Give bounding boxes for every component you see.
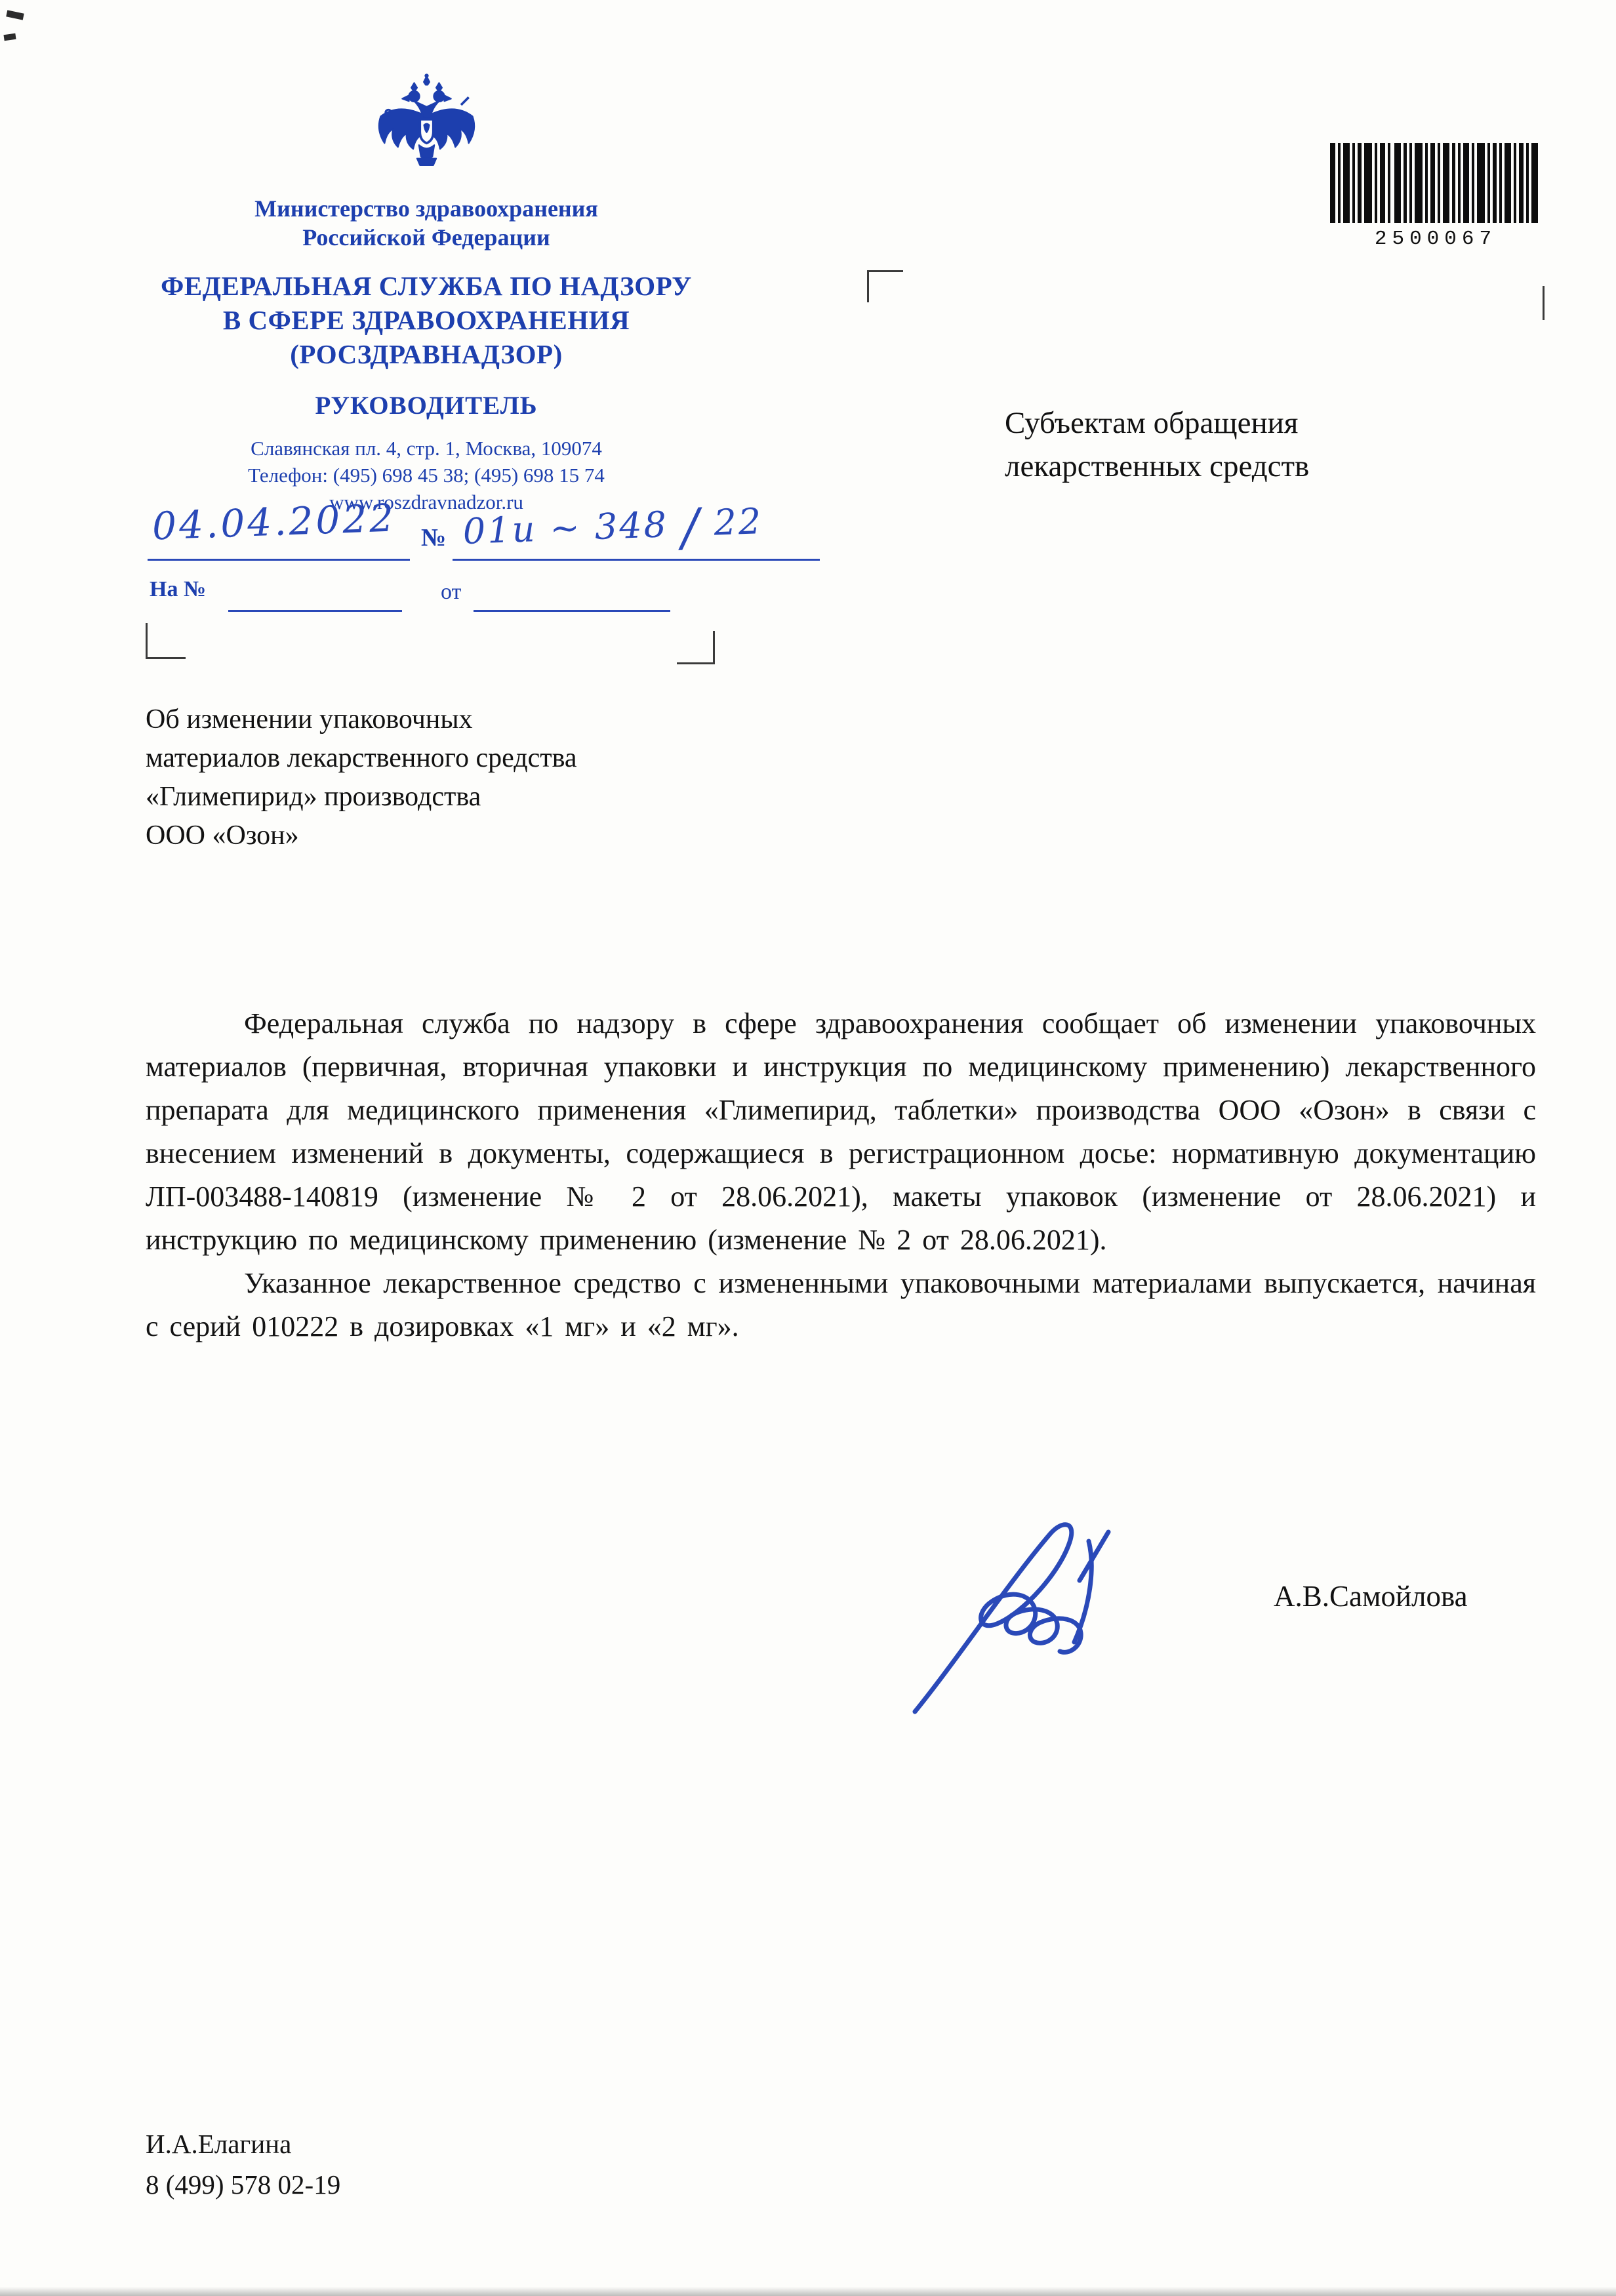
document-number-suffix: 22 [713,500,764,544]
corner-mark-recipient [867,270,903,302]
corner-mark-bottom-left [146,623,186,659]
document-number-main: 01и ~ 348 [462,504,669,552]
letterhead-phone: Телефон: (495) 698 45 38; (495) 698 15 74 [248,464,605,487]
executor-phone: 8 (499) 578 02-19 [146,2169,341,2200]
ref-label: На № [150,577,207,601]
subject-line: Об изменении упаковочных [146,704,473,735]
barcode-number: 2500067 [1374,228,1497,251]
scan-artifact [3,33,16,41]
signature-handwritten [879,1502,1194,1725]
service-name-line3: (РОСЗДРАВНАДЗОР) [290,339,563,369]
subject-line: материалов лекарственного средства [146,743,577,773]
ref-date-underline [474,610,670,612]
letterhead-address: Славянская пл. 4, стр. 1, Москва, 109074 [251,437,602,460]
number-sign: № [421,524,447,552]
executor-block [146,2124,340,2205]
number-underline [453,559,820,561]
ref-from-label: от [441,580,462,604]
ministry-name-line1: Министерство здравоохранения [254,195,598,222]
letter-body [146,1002,1536,1348]
subject-line: ООО «Озон» [146,820,299,851]
coat-of-arms-icon [369,66,484,190]
body-paragraph-2: Указанное лекарственное средство с измененными упаковочными материалами выпускается, начиная с серий 010222 в дозировках «1 мг» и «2 мг». [146,1267,1536,1342]
ref-number-underline [228,610,402,612]
service-name-line2: В СФЕРЕ ЗДРАВООХРАНЕНИЯ [222,305,630,335]
signer-name: А.В.Самойлова [1274,1580,1468,1613]
corner-mark-bottom-right [677,631,715,664]
letterhead [138,66,715,515]
right-edge-tick [1543,286,1545,320]
recipient-line1: Субъектам обращения [1005,406,1299,440]
subject-block [146,700,710,855]
signer-role: РУКОВОДИТЕЛЬ [315,392,538,420]
recipient-block [1005,401,1477,488]
letterhead-website: www.roszdravnadzor.ru [329,491,523,514]
body-paragraph-1: Федеральная служба по надзору в сфере здравоохранения сообщает об изменении упаковочных материалов (первичная, вторичная упаковки и инструкция по медицинскому применению) лекарственного препарата для медицинского применения «Глимепирид, таблетки» производства ООО «Озон» в связи с внесением изменений в документы, содержащиеся в регистрационном досье: нормативную документацию ЛП-003488-140819 (изменение № 2 от 28.06.2021), макеты упаковок (изменение от 28.06.2021) и инструкцию по медицинскому применению (изменение № 2 от 28.06.2021). [146,1007,1536,1256]
service-name-line1: ФЕДЕРАЛЬНАЯ СЛУЖБА ПО НАДЗОРУ [161,271,692,301]
document-number-slash: / [680,498,702,558]
scan-artifact [6,10,24,20]
executor-name: И.А.Елагина [146,2129,292,2159]
date-underline [148,559,410,561]
document-number-handwritten [462,496,764,565]
ministry-name-line2: Российской Федерации [302,224,550,251]
subject-line: «Глимепирид» производства [146,782,481,812]
recipient-line2: лекарственных средств [1005,449,1310,483]
barcode [1330,143,1541,251]
document-date-handwritten: 04.04.2022 [151,495,397,549]
barcode-bars [1330,143,1541,223]
